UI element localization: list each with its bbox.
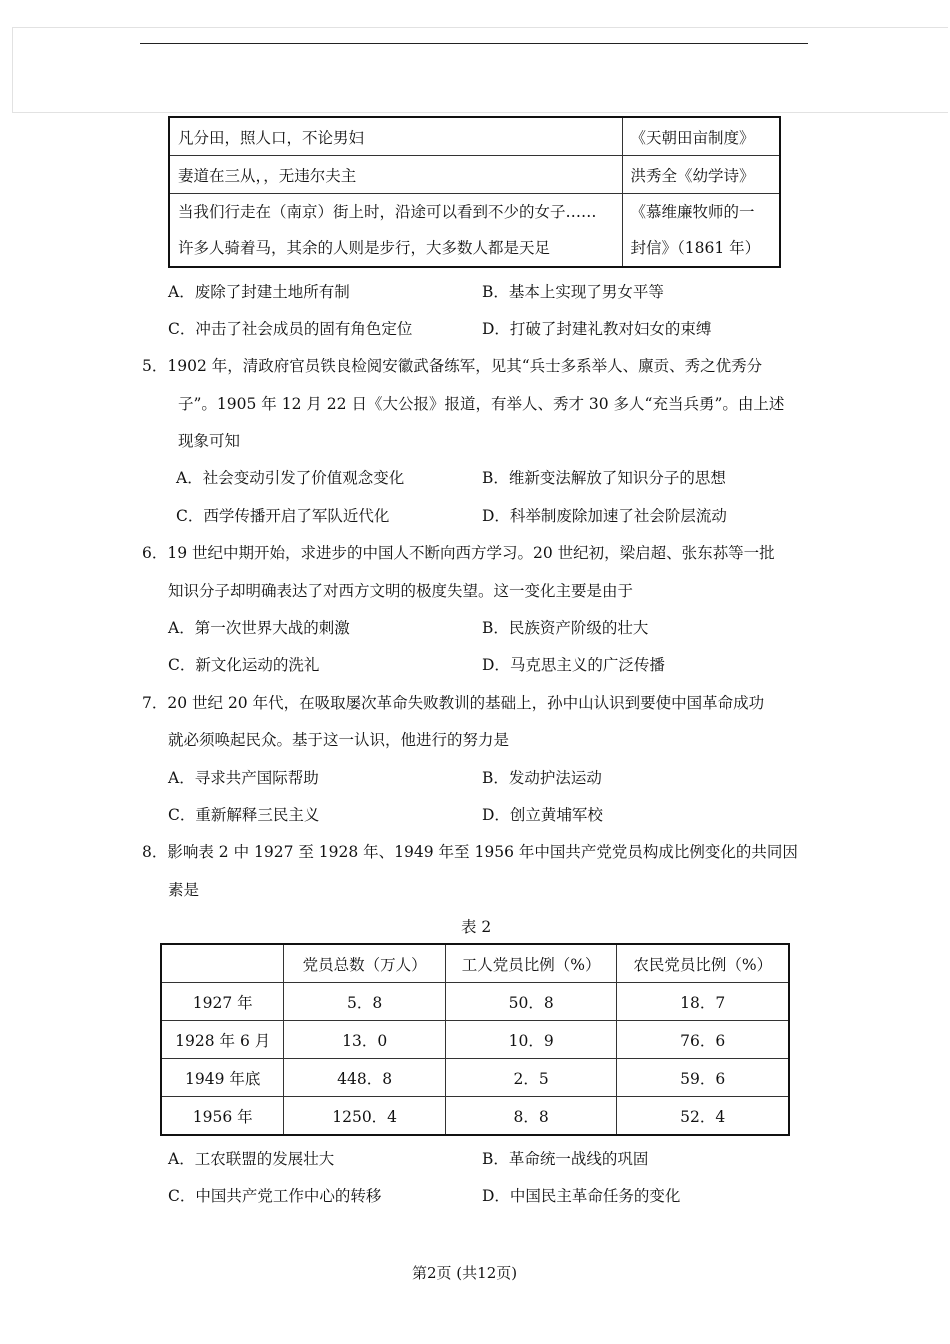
q6-option-a: A．第一次世界大战的刺激	[168, 619, 350, 637]
q6-option-c: C．新文化运动的洗礼	[168, 656, 320, 674]
table-header-cell: 工人党员比例（%）	[445, 944, 617, 983]
source-cell: 《天朝田亩制度》	[622, 117, 780, 156]
q5-option-a: A．社会变动引发了价值观念变化	[176, 469, 405, 487]
q7-option-b: B．发动护法运动	[482, 769, 602, 787]
table-header-cell	[161, 944, 284, 983]
table-cell: 1949 年底	[161, 1059, 284, 1097]
page-header-box	[12, 27, 948, 113]
source-cell: 洪秀全《幼学诗》	[622, 156, 780, 194]
quote-cell: 凡分田，照人口，不论男妇	[169, 117, 622, 156]
q4-option-b: B．基本上实现了男女平等	[482, 283, 664, 301]
table-cell: 50．8	[445, 983, 617, 1021]
table-row	[169, 117, 780, 156]
q4-option-d: D．打破了封建礼教对妇女的束缚	[482, 320, 712, 338]
q8-option-a: A．工农联盟的发展壮大	[168, 1150, 335, 1168]
q6-option-b: B．民族资产阶级的壮大	[482, 619, 649, 637]
q5-stem-line: 5．1902 年，清政府官员铁良检阅安徽武备练军，见其“兵士多系举人、廪贡、秀之优秀分	[142, 357, 763, 375]
table-caption: 表 2	[461, 918, 492, 936]
quote-cell	[169, 194, 622, 268]
q7-option-d: D．创立黄埔军校	[482, 806, 603, 824]
q6-stem-line: 知识分子却明确表达了对西方文明的极度失望。这一变化主要是由于	[168, 582, 634, 600]
q6-option-d: D．马克思主义的广泛传播	[482, 656, 665, 674]
source-line: 《慕维廉牧师的一	[630, 203, 755, 221]
q8-option-d: D．中国民主革命任务的变化	[482, 1187, 681, 1205]
quote-line: 当我们行走在（南京）街上时，沿途可以看到不少的女子……	[178, 203, 597, 221]
table-cell: 13．0	[284, 1021, 446, 1059]
table-header-row	[161, 944, 789, 983]
q5-option-b: B．维新变法解放了知识分子的思想	[482, 469, 726, 487]
table-cell: 448．8	[284, 1059, 446, 1097]
table-cell: 8．8	[445, 1097, 617, 1136]
table-cell: 59．6	[617, 1059, 789, 1097]
quote-line: 许多人骑着马，其余的人则是步行，大多数人都是天足	[178, 239, 551, 257]
q5-stem-line: 子”。1905 年 12 月 22 日《大公报》报道，有举人、秀才 30 多人“充当兵勇”。由上述	[178, 395, 785, 413]
table-cell: 1956 年	[161, 1097, 284, 1136]
table-cell: 1928 年 6 月	[161, 1021, 284, 1059]
table-row	[161, 1021, 789, 1059]
quote-cell: 妻道在三从，，无违尔夫主	[169, 156, 622, 194]
table-cell: 1927 年	[161, 983, 284, 1021]
q7-stem-line: 就必须唤起民众。基于这一认识，他进行的努力是	[168, 731, 510, 749]
membership-table	[160, 943, 790, 1136]
table-row	[169, 156, 780, 194]
q8-stem-line: 素是	[168, 881, 200, 899]
q5-stem-line: 现象可知	[178, 432, 241, 450]
q4-option-c: C．冲击了社会成员的固有角色定位	[168, 320, 413, 338]
q7-option-a: A．寻求共产国际帮助	[168, 769, 319, 787]
table-cell: 76．6	[617, 1021, 789, 1059]
page-number: 第2页 (共12页)	[412, 1264, 518, 1282]
header-rule	[140, 43, 808, 44]
q5-option-d: D．科举制废除加速了社会阶层流动	[482, 507, 727, 525]
q5-option-c: C．西学传播开启了军队近代化	[176, 507, 390, 525]
q7-stem-line: 7．20 世纪 20 年代，在吸取屡次革命失败教训的基础上，孙中山认识到要使中国革命成功	[142, 694, 765, 712]
q7-option-c: C．重新解释三民主义	[168, 806, 320, 824]
table-cell: 10．9	[445, 1021, 617, 1059]
table-header-cell: 党员总数（万人）	[284, 944, 446, 983]
table-row	[169, 194, 780, 268]
table-header-cell: 农民党员比例（%）	[617, 944, 789, 983]
table-cell: 18．7	[617, 983, 789, 1021]
table-cell: 5．8	[284, 983, 446, 1021]
q4-option-a: A．废除了封建土地所有制	[168, 283, 350, 301]
source-line: 封信》（1861 年）	[630, 239, 761, 257]
q8-option-b: B．革命统一战线的巩固	[482, 1150, 649, 1168]
table-row	[161, 1059, 789, 1097]
table-cell: 1250．4	[284, 1097, 446, 1136]
table-cell: 52．4	[617, 1097, 789, 1136]
table-row	[161, 1097, 789, 1136]
table-cell: 2．5	[445, 1059, 617, 1097]
q8-stem-line: 8．影响表 2 中 1927 至 1928 年、1949 年至 1956 年中国共产党党员构成比例变化的共同因	[142, 843, 798, 861]
table-row	[161, 983, 789, 1021]
quote-table	[168, 116, 781, 268]
q6-stem-line: 6．19 世纪中期开始，求进步的中国人不断向西方学习。20 世纪初，梁启超、张东荪等一批	[142, 544, 775, 562]
q8-option-c: C．中国共产党工作中心的转移	[168, 1187, 382, 1205]
source-cell	[622, 194, 780, 268]
